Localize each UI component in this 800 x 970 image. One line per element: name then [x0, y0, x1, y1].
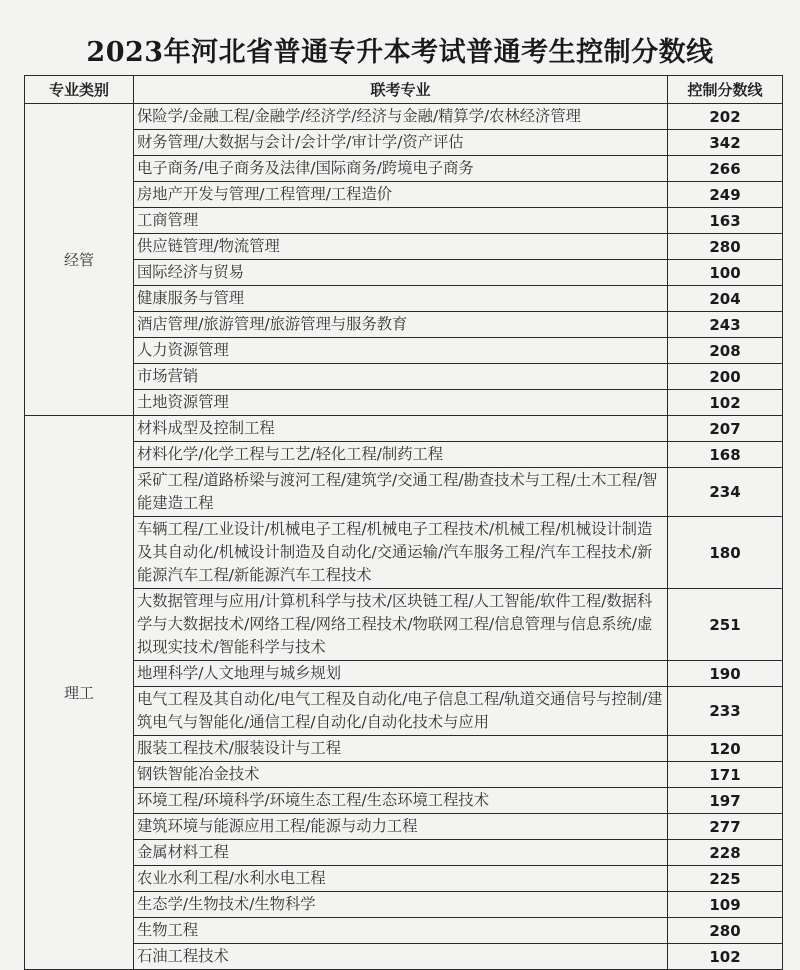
score-cell: 200 — [668, 364, 783, 390]
major-cell: 环境工程/环境科学/环境生态工程/生态环境工程技术 — [134, 788, 668, 814]
table-row — [25, 442, 783, 468]
major-cell: 财务管理/大数据与会计/会计学/审计学/资产评估 — [134, 130, 668, 156]
score-cell: 233 — [668, 687, 783, 736]
score-cell: 208 — [668, 338, 783, 364]
score-cell: 280 — [668, 918, 783, 944]
score-cell: 243 — [668, 312, 783, 338]
score-cell: 225 — [668, 866, 783, 892]
table-row — [25, 234, 783, 260]
major-cell: 生物工程 — [134, 918, 668, 944]
category-cell: 经管 — [25, 104, 134, 416]
score-cell: 202 — [668, 104, 783, 130]
table-header-row — [25, 76, 783, 104]
table-row — [25, 517, 783, 589]
score-cell: 251 — [668, 589, 783, 661]
major-cell: 土地资源管理 — [134, 390, 668, 416]
major-cell: 电子商务/电子商务及法律/国际商务/跨境电子商务 — [134, 156, 668, 182]
score-cell: 207 — [668, 416, 783, 442]
table-row — [25, 286, 783, 312]
major-cell: 大数据管理与应用/计算机科学与技术/区块链工程/人工智能/软件工程/数据科学与大数据技术/网络工程/网络工程技术/物联网工程/信息管理与信息系统/虚拟现实技术/智能科学与技术 — [134, 589, 668, 661]
score-cell: 102 — [668, 944, 783, 970]
category-cell: 理工 — [25, 416, 134, 970]
score-cell: 249 — [668, 182, 783, 208]
page-title: 2023年河北省普通专升本考试普通考生控制分数线 — [86, 37, 714, 68]
score-cell: 204 — [668, 286, 783, 312]
table-row — [25, 814, 783, 840]
major-cell: 农业水利工程/水利水电工程 — [134, 866, 668, 892]
table-row — [25, 156, 783, 182]
table-row — [25, 687, 783, 736]
table-row — [25, 338, 783, 364]
score-cell: 228 — [668, 840, 783, 866]
major-cell: 采矿工程/道路桥梁与渡河工程/建筑学/交通工程/勘查技术与工程/土木工程/智能建造工程 — [134, 468, 668, 517]
table-row — [25, 661, 783, 687]
table-row — [25, 866, 783, 892]
score-cell: 171 — [668, 762, 783, 788]
table-row — [25, 312, 783, 338]
score-cell: 197 — [668, 788, 783, 814]
table-row — [25, 762, 783, 788]
major-cell: 房地产开发与管理/工程管理/工程造价 — [134, 182, 668, 208]
table-row — [25, 589, 783, 661]
table-row — [25, 736, 783, 762]
score-cell: 100 — [668, 260, 783, 286]
major-cell: 工商管理 — [134, 208, 668, 234]
major-cell: 石油工程技术 — [134, 944, 668, 970]
score-cell: 120 — [668, 736, 783, 762]
score-cell: 190 — [668, 661, 783, 687]
table-row — [25, 840, 783, 866]
table-row — [25, 944, 783, 970]
table-row — [25, 416, 783, 442]
major-cell: 市场营销 — [134, 364, 668, 390]
table-row — [25, 208, 783, 234]
table-row — [25, 892, 783, 918]
score-cell: 102 — [668, 390, 783, 416]
score-cell: 342 — [668, 130, 783, 156]
table-row — [25, 468, 783, 517]
table-row — [25, 182, 783, 208]
major-cell: 电气工程及其自动化/电气工程及自动化/电子信息工程/轨道交通信号与控制/建筑电气与智能化/通信工程/自动化/自动化技术与应用 — [134, 687, 668, 736]
table-row — [25, 788, 783, 814]
major-cell: 钢铁智能冶金技术 — [134, 762, 668, 788]
major-cell: 地理科学/人文地理与城乡规划 — [134, 661, 668, 687]
score-cell: 109 — [668, 892, 783, 918]
table-row — [25, 364, 783, 390]
major-cell: 保险学/金融工程/金融学/经济学/经济与金融/精算学/农林经济管理 — [134, 104, 668, 130]
major-cell: 酒店管理/旅游管理/旅游管理与服务教育 — [134, 312, 668, 338]
score-cell: 180 — [668, 517, 783, 589]
header-score: 控制分数线 — [668, 76, 783, 104]
score-cell: 168 — [668, 442, 783, 468]
table-row — [25, 130, 783, 156]
major-cell: 供应链管理/物流管理 — [134, 234, 668, 260]
score-table — [24, 75, 783, 970]
major-cell: 金属材料工程 — [134, 840, 668, 866]
score-cell: 163 — [668, 208, 783, 234]
major-cell: 建筑环境与能源应用工程/能源与动力工程 — [134, 814, 668, 840]
table-row — [25, 104, 783, 130]
score-cell: 234 — [668, 468, 783, 517]
score-cell: 266 — [668, 156, 783, 182]
major-cell: 生态学/生物技术/生物科学 — [134, 892, 668, 918]
table-row — [25, 260, 783, 286]
major-cell: 健康服务与管理 — [134, 286, 668, 312]
header-category: 专业类别 — [25, 76, 134, 104]
major-cell: 人力资源管理 — [134, 338, 668, 364]
major-cell: 材料化学/化学工程与工艺/轻化工程/制药工程 — [134, 442, 668, 468]
score-cell: 280 — [668, 234, 783, 260]
major-cell: 国际经济与贸易 — [134, 260, 668, 286]
header-major: 联考专业 — [134, 76, 668, 104]
table-row — [25, 390, 783, 416]
score-cell: 277 — [668, 814, 783, 840]
major-cell: 材料成型及控制工程 — [134, 416, 668, 442]
major-cell: 车辆工程/工业设计/机械电子工程/机械电子工程技术/机械工程/机械设计制造及其自动化/机械设计制造及自动化/交通运输/汽车服务工程/汽车工程技术/新能源汽车工程/新能源汽车工程技术 — [134, 517, 668, 589]
table-row — [25, 918, 783, 944]
major-cell: 服装工程技术/服装设计与工程 — [134, 736, 668, 762]
